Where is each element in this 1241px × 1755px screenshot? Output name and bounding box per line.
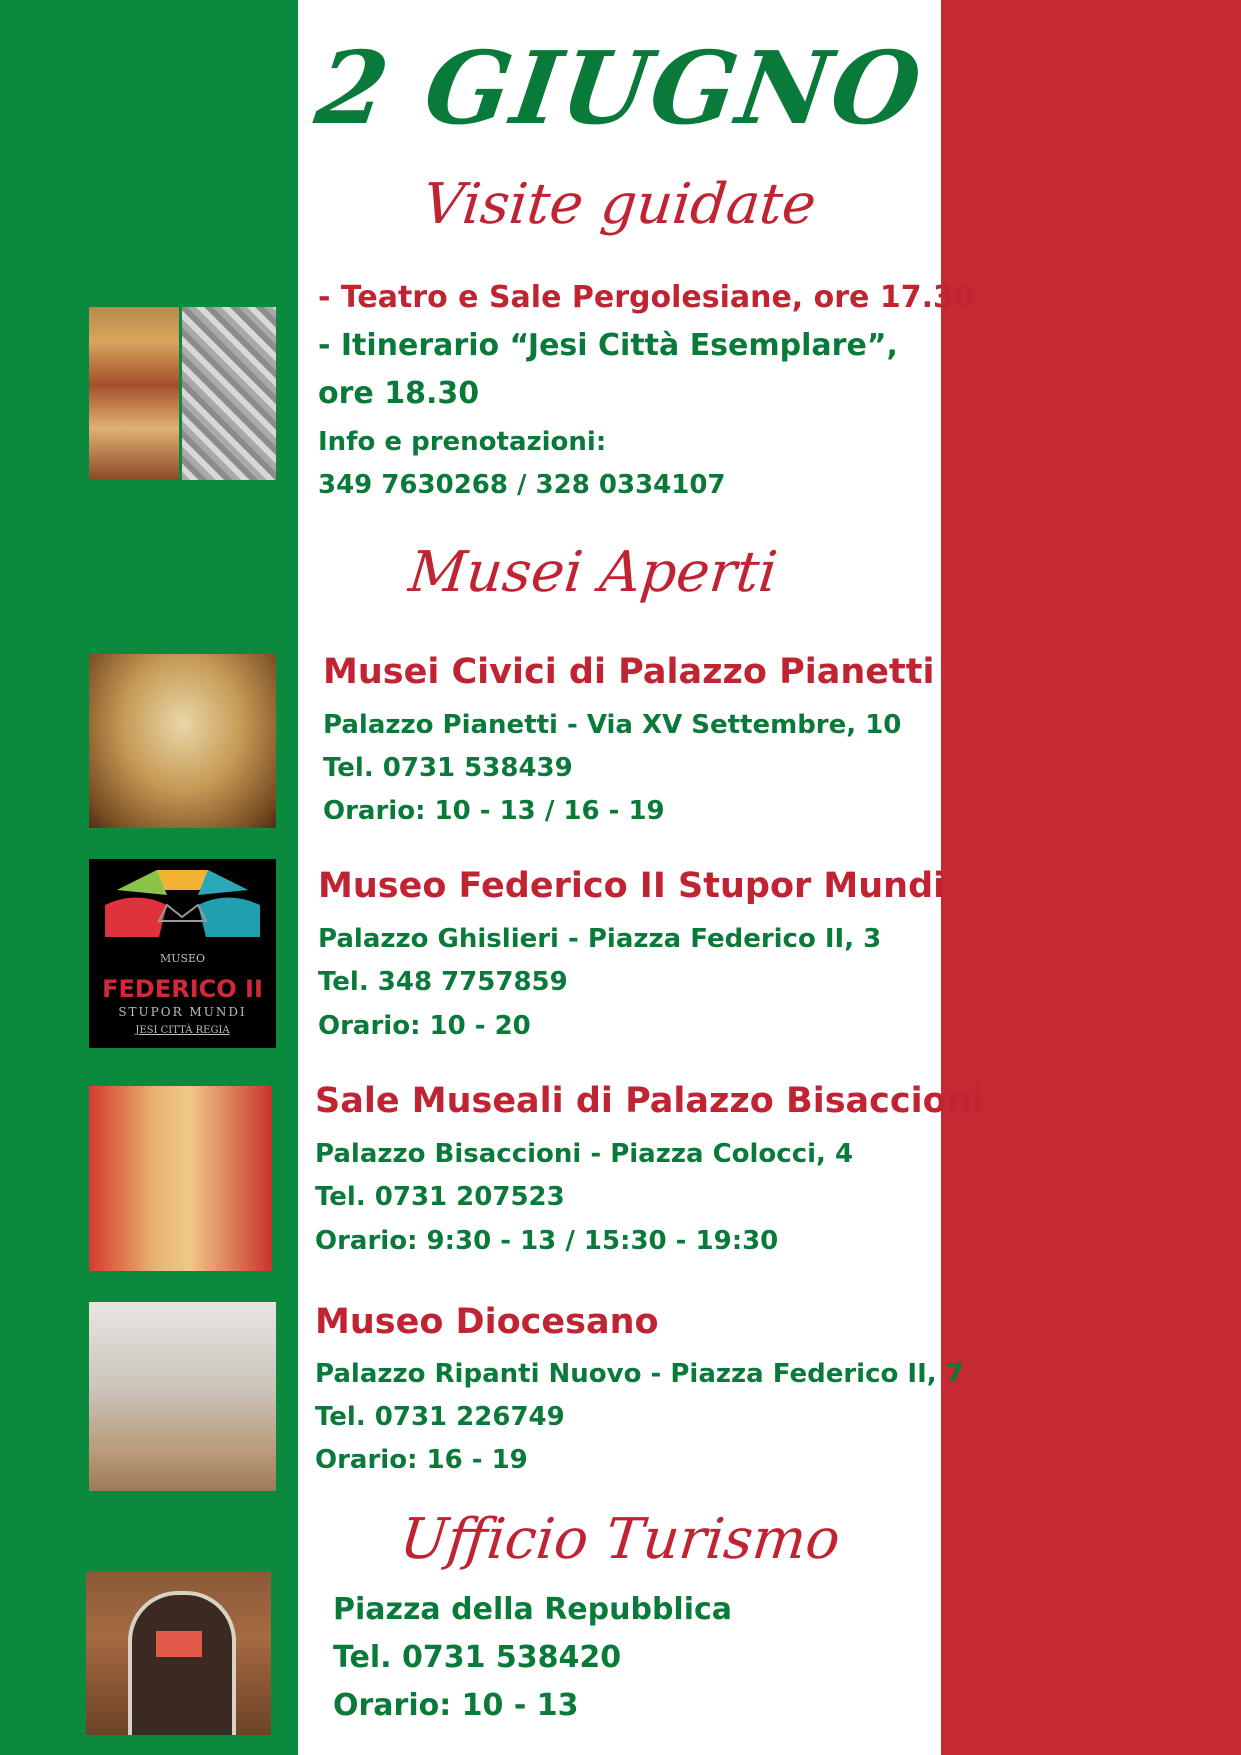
museum-hours: Orario: 9:30 - 13 / 15:30 - 19:30 [315, 1226, 779, 1256]
museum-bisaccioni-image [89, 1086, 272, 1271]
museum-tel: Tel. 0731 207523 [315, 1182, 565, 1212]
museum-hours: Orario: 10 - 13 / 16 - 19 [323, 796, 665, 826]
museum-name: Museo Federico II Stupor Mundi [318, 866, 946, 906]
museum-address: Palazzo Pianetti - Via XV Settembre, 10 [323, 710, 902, 740]
ufficio-tel: Tel. 0731 538420 [333, 1640, 622, 1675]
museum-name: Museo Diocesano [315, 1302, 659, 1342]
ufficio-heading: Ufficio Turismo [397, 1507, 844, 1572]
ufficio-turismo-image [86, 1571, 271, 1735]
logo-museo-text: MUSEO [159, 952, 206, 965]
museum-hours: Orario: 10 - 20 [318, 1011, 531, 1041]
museum-federico-logo [89, 859, 276, 1048]
logo-federico-text: FEDERICO II [102, 975, 263, 1003]
museum-name: Sale Museali di Palazzo Bisaccioni [315, 1081, 984, 1121]
visite-line-teatro: - Teatro e Sale Pergolesiane, ore 17.30 [318, 280, 975, 315]
ufficio-address: Piazza della Repubblica [333, 1592, 733, 1627]
visite-line-ore: ore 18.30 [318, 376, 480, 411]
museum-tel: Tel. 0731 538439 [323, 753, 573, 783]
museum-address: Palazzo Bisaccioni - Piazza Colocci, 4 [315, 1139, 854, 1169]
theatre-image [89, 307, 179, 480]
museum-tel: Tel. 0731 226749 [315, 1402, 565, 1432]
visite-line-itinerario: - Itinerario “Jesi Città Esemplare”, [318, 328, 898, 363]
page-title: 2 GIUGNO [309, 29, 930, 147]
musei-heading: Musei Aperti [405, 540, 781, 605]
logo-jesi-text: JESI CITTÀ REGIA [135, 1025, 230, 1036]
logo-stupor-text: STUPOR MUNDI [118, 1005, 247, 1019]
visite-info-phones: 349 7630268 / 328 0334107 [318, 470, 726, 500]
flag-red-band [941, 0, 1241, 1755]
sign-panel [156, 1631, 202, 1657]
door-arch [128, 1591, 236, 1735]
museum-tel: Tel. 348 7757859 [318, 967, 568, 997]
museum-address: Palazzo Ripanti Nuovo - Piazza Federico II, 7 [315, 1359, 964, 1389]
city-image [182, 307, 276, 480]
tent-logo-icon [97, 865, 268, 937]
visite-info-label: Info e prenotazioni: [318, 427, 607, 457]
museum-address: Palazzo Ghislieri - Piazza Federico II, 3 [318, 924, 882, 954]
visite-heading: Visite guidate [420, 172, 820, 237]
museum-pianetti-image [89, 654, 276, 828]
visite-thumbnail [89, 307, 276, 480]
museum-diocesano-image [89, 1302, 276, 1491]
museum-name: Musei Civici di Palazzo Pianetti [323, 652, 935, 692]
museum-hours: Orario: 16 - 19 [315, 1445, 528, 1475]
ufficio-hours: Orario: 10 - 13 [333, 1688, 579, 1723]
